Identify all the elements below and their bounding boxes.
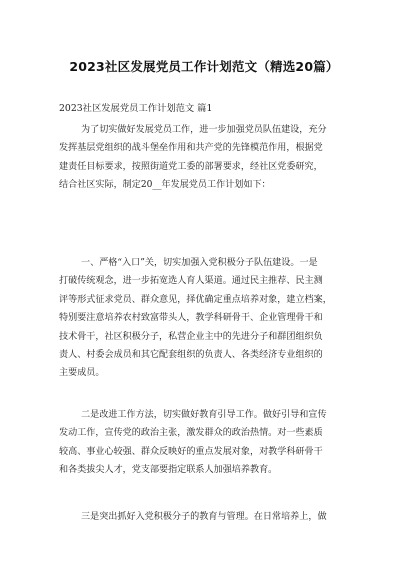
text-line: 打破传统观念，进一步拓宽选人育人渠道。通过民主推荐、民主测 — [59, 276, 323, 287]
text-line: 较高、事业心较强、群众反映好的重点发展对象，对教学科研骨干 — [59, 446, 323, 457]
text-line: 发挥基层党组织的战斗堡垒作用和共产党的先锋模范作用，根据党 — [59, 143, 323, 154]
paragraph-two — [59, 406, 351, 480]
text-line: 建责任目标要求，按照街道党工委的部署要求，经社区党委研究， — [59, 161, 323, 172]
paragraph-intro — [59, 121, 351, 195]
text-line: 三是突出抓好入党积极分子的教育与管理。在日常培养上，做 — [81, 512, 327, 522]
section-heading: 2023社区发展党员工作计划范文 篇1 — [59, 103, 213, 114]
text-line: 责人、村委会成员和其它配套组织的负责人、各类经济专业组织的 — [59, 349, 323, 360]
text-line: 二是改进工作方法，切实做好教育引导工作。做好引导和宣传 — [81, 410, 327, 420]
paragraph-three — [59, 508, 351, 526]
text-line: 技术骨干，社区积极分子，私营企业主中的先进分子和群团组织负 — [59, 331, 323, 342]
text-line: 为了切实做好发展党员工作，进一步加强党员队伍建设，充分 — [81, 125, 327, 135]
text-line: 特别要注意培养农村致富带头人，教学科研骨干、企业管理骨干和 — [59, 313, 323, 324]
text-line: 主要成员。 — [59, 368, 105, 379]
text-line: 发动工作，宣传党的政治主张，激发群众的政治热情。对一些素质 — [59, 428, 323, 439]
text-line: 评等形式征求党员、群众意见，择优确定重点培养对象，建立档案， — [59, 294, 332, 305]
text-line: 和各类拔尖人才，党支部要指定联系人加强培养教育。 — [59, 465, 278, 476]
text-line: 结合社区实际，制定20__年发展党员工作计划如下： — [59, 180, 271, 191]
text-line: 一、严格“入口”关，切实加强入党积极分子队伍建设。一是 — [81, 258, 318, 268]
document-title: 2023社区发展党员工作计划范文（精选20篇） — [69, 59, 339, 74]
paragraph-one — [59, 254, 351, 383]
